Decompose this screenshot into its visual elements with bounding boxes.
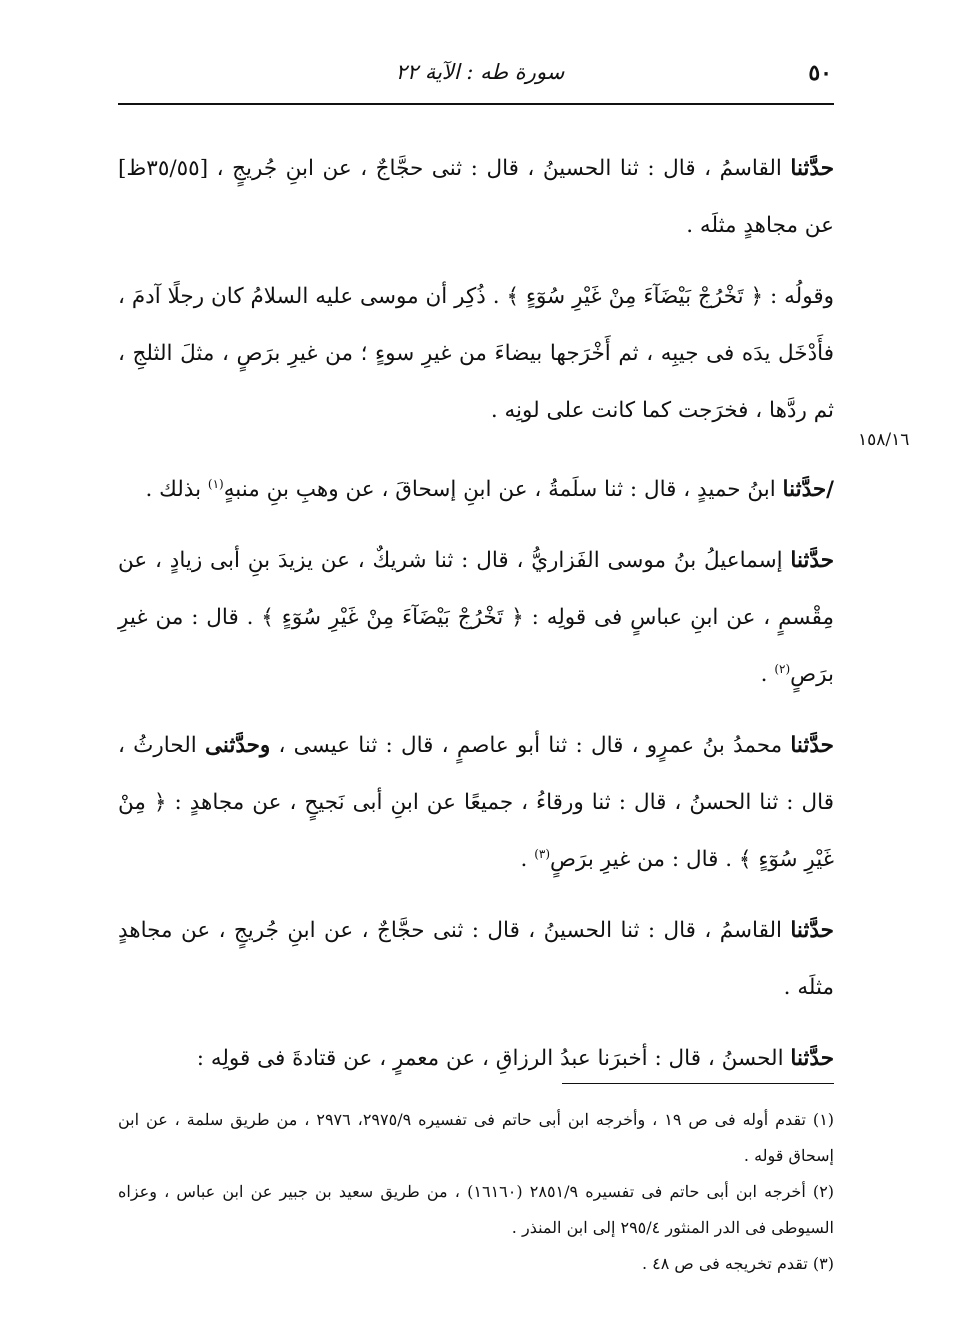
paragraph-text-secondary: الحارثُ ، قال : ثنا الحسنُ ، قال : ثنا ورقاءُ ، جميعًا عن ابنِ أبى نَجيحٍ ، عن مجاهدٍ : ﴿ مِنْ غَيْرِ سُوٓءٍ ﴾ . قال : من غيرِ برَصٍ: [118, 733, 834, 872]
margin-reference: ١٥٨/١٦: [858, 430, 910, 450]
page-number: ٥٠: [808, 60, 832, 86]
paragraph-text: القاسمُ ، قال : ثنا الحسينُ ، قال : ثنى حجَّاجٌ ، عن ابنِ جُريجٍ ، [٣٥/٥٥ظ] عن مجاهدٍ مثلَه .: [118, 156, 834, 238]
isnad-lead-secondary: وحدَّثنى: [204, 733, 271, 758]
paragraph: [118, 140, 834, 254]
paragraph: [118, 1030, 834, 1087]
footnote-marker[interactable]: (٣): [534, 846, 551, 861]
paragraph: [118, 268, 834, 439]
footnotes: [118, 1102, 834, 1282]
isnad-lead: حدَّثنا: [790, 156, 834, 181]
paragraph-text: ابنُ حميدٍ ، قال : ثنا سلَمةُ ، عن ابنِ إسحاقَ ، عن وهبِ بنِ منبهٍ: [223, 477, 776, 502]
footnote-divider: [562, 1083, 834, 1084]
paragraph-text: محمدُ بنُ عمرٍو ، قال : ثنا أبو عاصمٍ ، قال : ثنا عيسى ،: [278, 733, 783, 758]
paragraph-tail: .: [760, 662, 768, 687]
footnote-marker[interactable]: (٢): [774, 661, 791, 676]
paragraph-text: إسماعيلُ بنُ موسى الفَزاريُّ ، قال : ثنا شريكٌ ، عن يزيدَ بنِ أبى زيادٍ ، عن مِقْسمٍ ، عن ابنِ عباسٍ فى قولِه : ﴿ تَخْرُجْ بَيْضَآءَ مِنْ غَيْرِ سُوٓءٍ ﴾ . قال : من غيرِ برَصٍ: [118, 548, 834, 687]
paragraph: [118, 461, 834, 518]
paragraph: [118, 902, 834, 1016]
footnote-marker[interactable]: (١): [207, 476, 224, 491]
isnad-lead: حدَّثنا: [790, 548, 834, 573]
paragraph-text: القاسمُ ، قال : ثنا الحسينُ ، قال : ثنى حجَّاجٌ ، عن ابنِ جُريجٍ ، عن مجاهدٍ مثلَه .: [118, 918, 834, 1000]
footnote: (١) تقدم أوله فى ص ١٩ ، وأخرجه ابن أبى حاتم فى تفسيره ٢٩٧٥/٩، ٢٩٧٦ ، من طريق سلمة ، عن ابن إسحاق قوله .: [118, 1110, 835, 1165]
isnad-lead: /حدَّثنا: [782, 477, 834, 502]
isnad-lead: حدَّثنا: [790, 733, 834, 758]
isnad-lead: حدَّثنا: [790, 1046, 834, 1071]
paragraph-tail: .: [520, 847, 528, 872]
paragraph-text: وقولُه : ﴿ تَخْرُجْ بَيْضَآءَ مِنْ غَيْرِ سُوٓءٍ ﴾ . ذُكِر أن موسى عليه السلامُ كان رجلًا آدمَ ، فأَدْخَل يدَه فى جيبِه ، ثم أَخْرَجها بيضاءَ من غيرِ سوءٍ ؛ من غيرِ برَصٍ ، مثلَ الثلجِ ، ثم ردَّها ، فخرَجت كما كانت على لونِه .: [118, 284, 834, 423]
page-header: [118, 58, 834, 94]
header-divider: [118, 103, 834, 105]
paragraph: [118, 532, 834, 703]
isnad-lead: حدَّثنا: [790, 918, 834, 943]
running-title: سورة طه : الآية ٢٢: [395, 60, 565, 84]
footnote: (٢) أخرجه ابن أبى حاتم فى تفسيره ٢٨٥١/٩ (١٦١٦٠) ، من طريق سعيد بن جبير عن ابن عباس ، وعزاه السيوطى فى الدر المنثور ٢٩٥/٤ إلى ابن المنذر .: [118, 1182, 835, 1237]
footnote: (٣) تقدم تخريجه فى ص ٤٨ .: [641, 1254, 834, 1273]
paragraph-tail: بذلك .: [145, 477, 202, 502]
paragraph-text: الحسنُ ، قال : أخبرَنا عبدُ الرزاقِ ، عن معمرٍ ، عن قتادةَ فى قولِه :: [196, 1046, 784, 1071]
main-text: [118, 140, 834, 1101]
paragraph: [118, 717, 834, 888]
